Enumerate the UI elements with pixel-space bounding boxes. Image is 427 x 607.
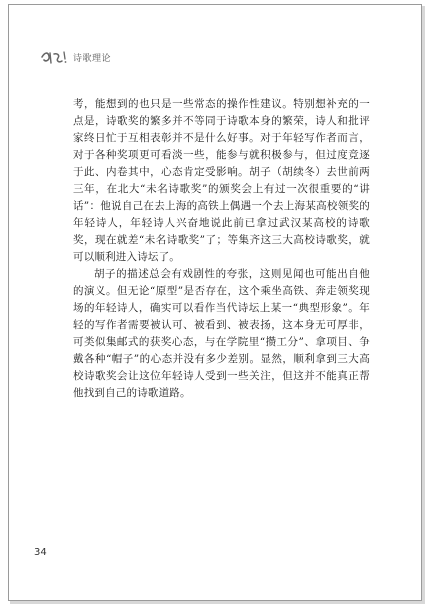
page-number: 34 (34, 547, 47, 558)
paragraph-continued: 考，能想到的也只是一些常态的操作性建议。特别想补充的一点是，诗歌奖的繁多并不等同于诗歌本身的繁荣，诗人和批评家终日忙于互相表彰并不是什么好事。对于年轻写作者而言，对于各种奖项更可看淡一些，能参与就积极参与，但过度竞逐于此、内卷其中，心态肯定受影响。胡子（胡续冬）去世前两三年，在北大“未名诗歌奖”的颁奖会上有过一次很重要的“讲话”：他说自己在去上海的高铁上偶遇一个去上海某高校领奖的年轻诗人，年轻诗人兴奋地说此前已拿过武汉某高校的诗歌奖，现在就差“未名诗歌奖”了；等集齐这三大高校诗歌奖，就可以顺利进入诗坛了。 (73, 98, 370, 263)
running-header (40, 47, 111, 67)
page-shadow-bottom (10, 601, 425, 604)
page-shadow-right (422, 6, 425, 603)
paragraph: 胡子的描述总会有戏剧性的夸张，这则见闻也可能出自他的演义。但无论“原型”是否存在，这个乘坐高铁、奔走领奖现场的年轻诗人，确实可以看作当代诗坛上某一“典型形象”。年轻的写作者需要被认可、被看到、被表扬，这本身无可厚非，可类似集邮式的获奖心态，与在学院里“攒工分”、拿项目、争戴各种“帽子”的心态并没有多少差别。显然，顺利拿到三大高校诗歌奖会让这位年轻诗人受到一些关注，但这并不能真正帮他找到自己的诗歌道路。 (73, 268, 370, 399)
calligraphy-logo-icon (40, 48, 70, 66)
body-text (73, 96, 370, 402)
section-title: 诗歌理论 (73, 53, 112, 64)
